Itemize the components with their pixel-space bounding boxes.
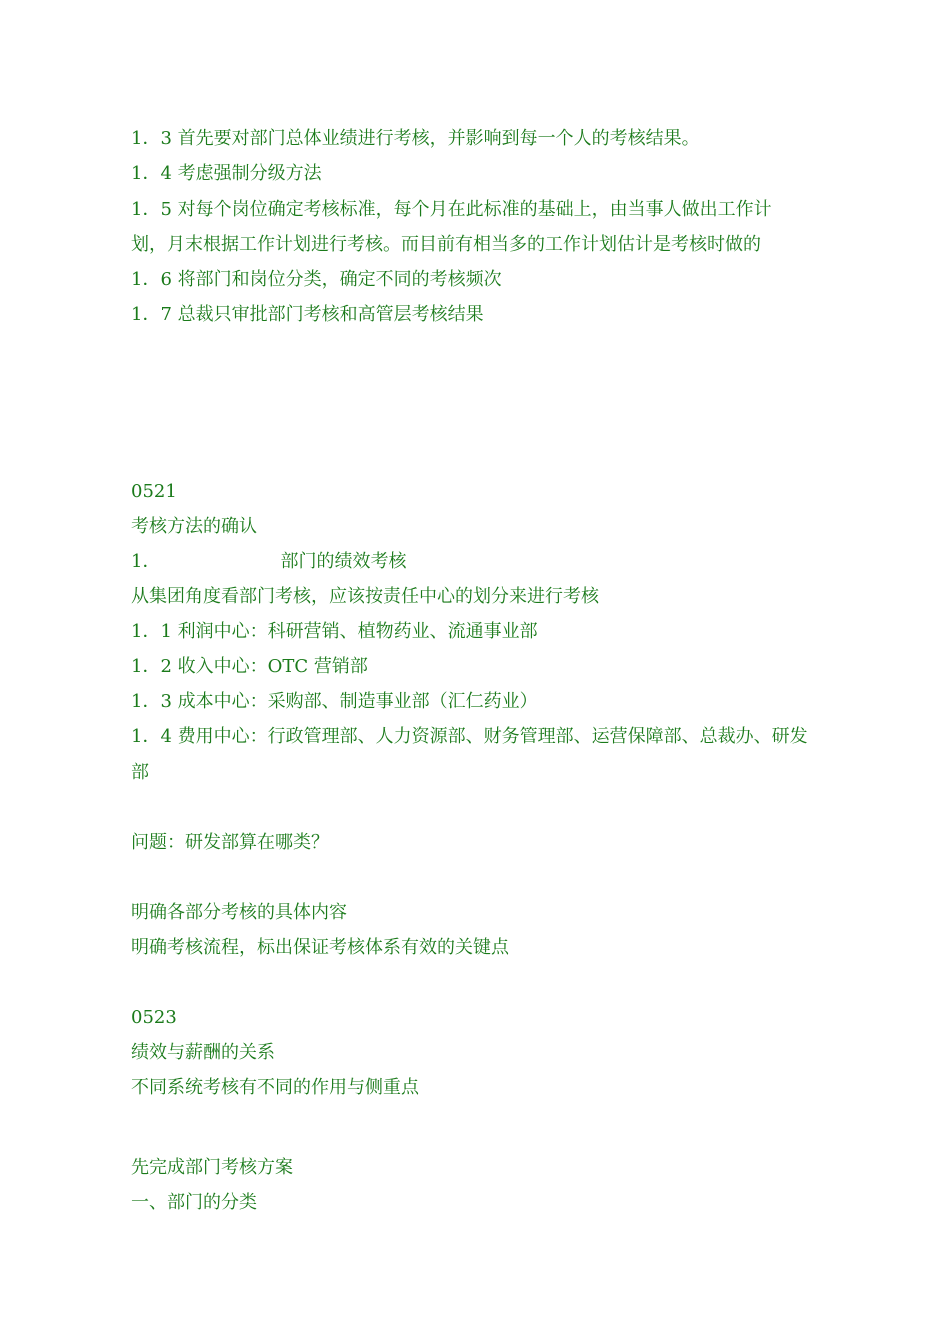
text-line: 不同系统考核有不同的作用与侧重点 [131, 1077, 419, 1098]
section-heading: 部门的绩效考核 [280, 551, 407, 572]
text-line: 一、部门的分类 [131, 1192, 257, 1213]
text-line: 1．2 收入中心：OTC 营销部 [131, 656, 368, 677]
text-line: 0521 [131, 481, 177, 502]
text-line: 1．3 成本中心：采购部、制造事业部（汇仁药业） [131, 691, 538, 712]
text-line: 考核方法的确认 [131, 516, 257, 537]
text-line: 划，月末根据工作计划进行考核。而目前有相当多的工作计划估计是考核时做的 [131, 234, 761, 255]
text-line: 0523 [131, 1007, 177, 1028]
text-line: 1．7 总裁只审批部门考核和高管层考核结果 [131, 304, 484, 325]
text-line: 1．4 考虑强制分级方法 [131, 163, 322, 184]
text-line: 1．4 费用中心：行政管理部、人力资源部、财务管理部、运营保障部、总裁办、研发 [131, 726, 808, 747]
text-line: 部 [131, 762, 149, 783]
text-line: 问题：研发部算在哪类？ [131, 832, 329, 853]
list-number: 1． [131, 551, 161, 572]
text-line: 先完成部门考核方案 [131, 1157, 293, 1178]
text-line: 明确考核流程，标出保证考核体系有效的关键点 [131, 937, 509, 958]
text-line: 1．6 将部门和岗位分类，确定不同的考核频次 [131, 269, 502, 290]
text-line: 1．5 对每个岗位确定考核标准，每个月在此标准的基础上，由当事人做出工作计 [131, 199, 772, 220]
section-heading-line [131, 550, 406, 574]
text-line: 1．1 利润中心：科研营销、植物药业、流通事业部 [131, 621, 538, 642]
text-line: 1．3 首先要对部门总体业绩进行考核，并影响到每一个人的考核结果。 [131, 128, 700, 149]
text-line: 明确各部分考核的具体内容 [131, 902, 347, 923]
text-line: 从集团角度看部门考核，应该按责任中心的划分来进行考核 [131, 586, 599, 607]
text-line: 绩效与薪酬的关系 [131, 1042, 275, 1063]
